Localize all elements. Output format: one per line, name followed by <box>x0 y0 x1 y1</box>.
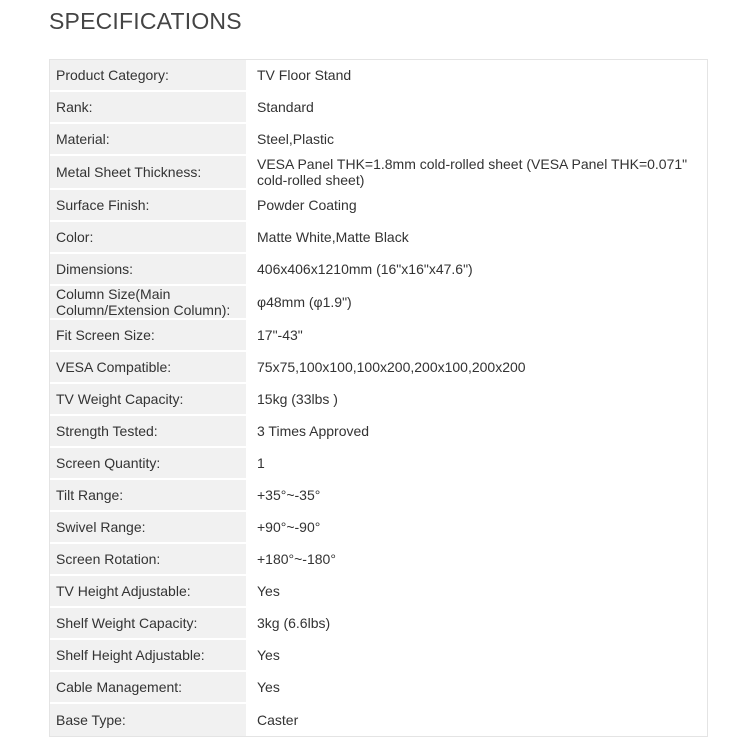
spec-label: Screen Quantity: <box>50 448 248 480</box>
spec-label: Base Type: <box>50 704 248 736</box>
spec-label: Product Category: <box>50 60 248 92</box>
table-row <box>50 222 707 254</box>
spec-label: TV Weight Capacity: <box>50 384 248 416</box>
table-row <box>50 92 707 124</box>
table-row <box>50 512 707 544</box>
spec-label: Strength Tested: <box>50 416 248 448</box>
table-row <box>50 124 707 156</box>
spec-value: 3kg (6.6lbs) <box>248 608 707 640</box>
table-row <box>50 448 707 480</box>
spec-label: Screen Rotation: <box>50 544 248 576</box>
spec-value: TV Floor Stand <box>248 60 707 92</box>
specifications-table <box>49 59 708 737</box>
spec-value: Steel,Plastic <box>248 124 707 156</box>
spec-value: 15kg (33lbs ) <box>248 384 707 416</box>
table-row <box>50 416 707 448</box>
spec-label: TV Height Adjustable: <box>50 576 248 608</box>
table-row <box>50 480 707 512</box>
spec-value: 1 <box>248 448 707 480</box>
table-row <box>50 254 707 286</box>
spec-label: Shelf Height Adjustable: <box>50 640 248 672</box>
spec-label: Cable Management: <box>50 672 248 704</box>
table-row <box>50 320 707 352</box>
table-row <box>50 286 707 320</box>
spec-value: 75x75,100x100,100x200,200x100,200x200 <box>248 352 707 384</box>
table-row <box>50 352 707 384</box>
spec-label: Fit Screen Size: <box>50 320 248 352</box>
spec-label: Swivel Range: <box>50 512 248 544</box>
table-row <box>50 640 707 672</box>
spec-label: VESA Compatible: <box>50 352 248 384</box>
spec-label: Material: <box>50 124 248 156</box>
spec-label: Shelf Weight Capacity: <box>50 608 248 640</box>
spec-label: Dimensions: <box>50 254 248 286</box>
table-row <box>50 190 707 222</box>
table-row <box>50 156 707 190</box>
spec-value: Caster <box>248 704 707 736</box>
spec-value: +180°~-180° <box>248 544 707 576</box>
table-row <box>50 384 707 416</box>
spec-label: Rank: <box>50 92 248 124</box>
page-title: SPECIFICATIONS <box>49 8 242 34</box>
spec-value: 406x406x1210mm (16"x16"x47.6") <box>248 254 707 286</box>
table-row <box>50 544 707 576</box>
spec-value: VESA Panel THK=1.8mm cold-rolled sheet (VESA Panel THK=0.071" cold-rolled sheet) <box>248 156 707 190</box>
spec-value: 17"-43" <box>248 320 707 352</box>
spec-value: 3 Times Approved <box>248 416 707 448</box>
spec-value: Yes <box>248 576 707 608</box>
spec-label: Column Size(Main Column/Extension Column): <box>50 286 248 320</box>
table-row <box>50 672 707 704</box>
spec-label: Tilt Range: <box>50 480 248 512</box>
spec-value: +35°~-35° <box>248 480 707 512</box>
table-row <box>50 576 707 608</box>
table-row <box>50 608 707 640</box>
spec-value: φ48mm (φ1.9") <box>248 286 707 320</box>
table-row <box>50 60 707 92</box>
spec-value: Powder Coating <box>248 190 707 222</box>
spec-label: Metal Sheet Thickness: <box>50 156 248 190</box>
table-row <box>50 704 707 736</box>
spec-value: +90°~-90° <box>248 512 707 544</box>
spec-value: Yes <box>248 640 707 672</box>
spec-value: Standard <box>248 92 707 124</box>
spec-value: Yes <box>248 672 707 704</box>
spec-value: Matte White,Matte Black <box>248 222 707 254</box>
spec-label: Surface Finish: <box>50 190 248 222</box>
spec-label: Color: <box>50 222 248 254</box>
